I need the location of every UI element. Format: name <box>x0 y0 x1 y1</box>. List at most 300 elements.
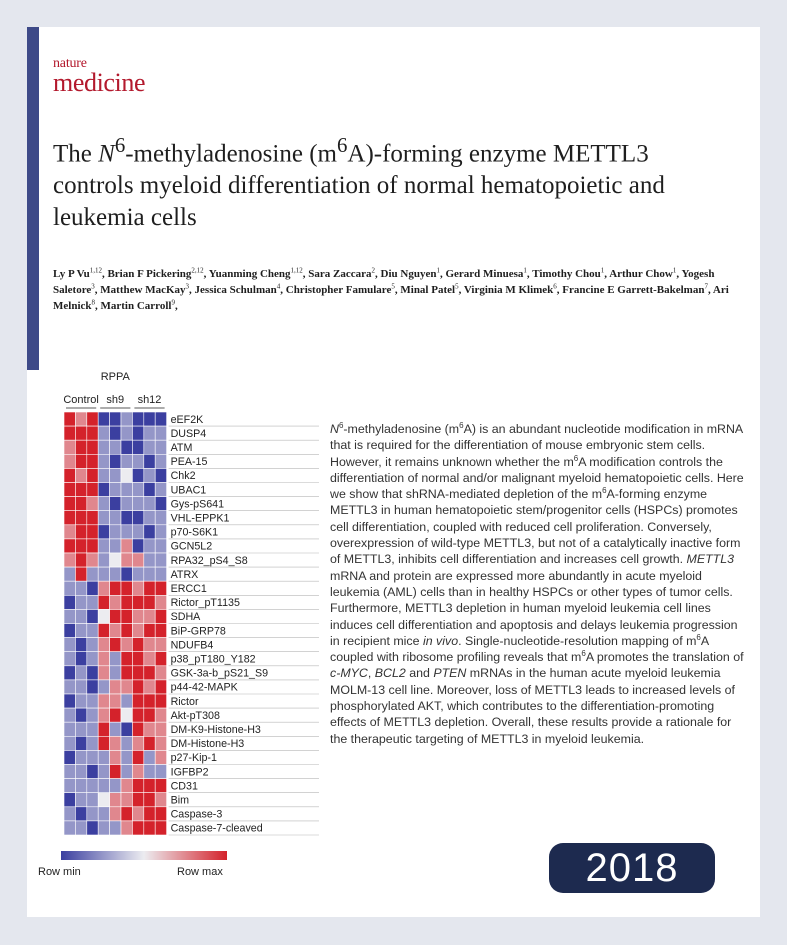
heatmap-cell <box>110 793 121 807</box>
heatmap-cell <box>87 807 98 821</box>
color-scale-max-label: Row max <box>177 866 223 878</box>
heatmap-cell <box>132 553 143 567</box>
heatmap-cell <box>98 454 109 468</box>
heatmap-cell <box>110 821 121 835</box>
heatmap-row-label: eEF2K <box>170 413 204 426</box>
heatmap-cell <box>64 426 75 440</box>
heatmap-cell <box>144 694 155 708</box>
author-name: Virginia M Klimek <box>463 284 554 296</box>
heatmap-cell <box>75 736 86 750</box>
abstract-segment: 6 <box>581 649 586 659</box>
heatmap-row-label: UBAC1 <box>170 484 207 497</box>
journal-logo-line2: medicine <box>53 68 146 97</box>
heatmap-cell <box>98 694 109 708</box>
heatmap-cell <box>144 624 155 638</box>
heatmap-cell <box>64 793 75 807</box>
abstract-segment: A coupled with ribosome profiling reveals that m <box>330 633 709 665</box>
heatmap-cell <box>144 497 155 511</box>
heatmap-row-label: Caspase-3 <box>170 808 223 821</box>
heatmap-cell <box>75 708 86 722</box>
heatmap-cell <box>121 497 132 511</box>
heatmap-cell <box>155 497 166 511</box>
heatmap-cell <box>98 497 109 511</box>
heatmap-row-label: Gys-pS641 <box>170 498 225 511</box>
abstract-segment: -methyladenosine (m <box>343 422 460 436</box>
heatmap-cell <box>155 412 166 426</box>
heatmap-cell <box>121 779 132 793</box>
author-affiliation: 1,12 <box>89 266 102 275</box>
author-name: Diu Nguyen <box>380 268 437 280</box>
heatmap-cell <box>144 765 155 779</box>
heatmap-cell <box>110 680 121 694</box>
heatmap-cell <box>155 426 166 440</box>
heatmap-cell <box>110 483 121 497</box>
heatmap-row-label: Rictor_pT1135 <box>170 597 240 610</box>
heatmap-cell <box>64 553 75 567</box>
heatmap-cell <box>87 483 98 497</box>
heatmap-cell <box>110 779 121 793</box>
heatmap-cell <box>64 765 75 779</box>
heatmap-cell <box>64 680 75 694</box>
heatmap-cell <box>110 652 121 666</box>
heatmap-row-label: IGFBP2 <box>170 766 209 779</box>
heatmap-cell <box>98 581 109 595</box>
heatmap-cell <box>64 736 75 750</box>
heatmap-cell <box>110 609 121 623</box>
heatmap-cell <box>110 722 121 736</box>
heatmap-cell <box>87 567 98 581</box>
heatmap-row-label: p70-S6K1 <box>170 526 219 539</box>
author-name: Brian F Pickering <box>107 268 192 280</box>
title-part-3: A)-forming enzyme METTL3 controls myeloid differentiation of normal hematopoietic and leukemia cells <box>53 140 665 232</box>
heatmap-cell <box>75 539 86 553</box>
author-affiliation: 1 <box>436 266 440 275</box>
heatmap-cell <box>132 765 143 779</box>
abstract-segment: 6 <box>459 420 464 430</box>
heatmap-cell <box>98 609 109 623</box>
heatmap-cell <box>132 793 143 807</box>
author-name: Timothy Chou <box>532 268 601 280</box>
heatmap-cell <box>121 793 132 807</box>
heatmap-cell <box>144 652 155 666</box>
heatmap-cell <box>110 525 121 539</box>
heatmap-cell <box>121 652 132 666</box>
heatmap-cell <box>144 539 155 553</box>
heatmap-cell <box>155 609 166 623</box>
heatmap-cell <box>87 765 98 779</box>
heatmap-cell <box>64 624 75 638</box>
heatmap-cell <box>155 765 166 779</box>
title-italic-n: N <box>98 140 115 168</box>
abstract-segment: . Single-nucleotide-resolution mapping of m <box>458 633 697 648</box>
heatmap-cell <box>144 595 155 609</box>
heatmap-cell <box>64 638 75 652</box>
heatmap-cell <box>121 440 132 454</box>
heatmap-cell <box>121 609 132 623</box>
heatmap-cell <box>87 779 98 793</box>
author-name: Matthew MacKay <box>100 284 186 296</box>
author-name: Christopher Famulare <box>285 284 392 296</box>
heatmap-cell <box>155 454 166 468</box>
author-list: Ly P Vu$^{1,12}$, Brian F Pickering$^{2,12}$, Yuanming Cheng$^{1,12}$, Sara Zaccara$^2$, Diu Nguyen$^1$, Gerard Minuesa$^1$, Timothy Chou$^1$, Arthur Chow$^1$, Yogesh Saletore$^3$, Matthew MacKay$^3$, Jessica Schulman$^4$, Christopher Famulare$^5$, Minal Patel$^5$, Virginia M Klimek$^6$, Francine E Garrett-Bakelman$^7$, Ari Melnick$^8$, Martin Carroll$^9$, <box>53 266 729 312</box>
heatmap-row-label: Rictor <box>170 695 199 708</box>
heatmap-cell <box>132 807 143 821</box>
abstract-segment: A modification controls the differentiation of normal and/or malignant myeloid hematopoietic cells. Here we show that shRNA-mediated depletion of the m <box>330 454 744 502</box>
heatmap-cell <box>98 483 109 497</box>
heatmap-cell <box>110 638 121 652</box>
author-affiliation: 4 <box>276 282 281 291</box>
heatmap-cell <box>75 680 86 694</box>
heatmap-cell <box>98 680 109 694</box>
heatmap-cell <box>121 624 132 638</box>
heatmap-cell <box>121 694 132 708</box>
heatmap-cell <box>132 624 143 638</box>
heatmap-cell <box>121 765 132 779</box>
heatmap-row-label: CD31 <box>170 780 198 793</box>
heatmap-cell <box>132 497 143 511</box>
heatmap-cell <box>64 440 75 454</box>
heatmap-cell <box>87 553 98 567</box>
heatmap-cell <box>121 807 132 821</box>
heatmap-cell <box>64 539 75 553</box>
heatmap-cell <box>75 468 86 482</box>
heatmap-cell <box>132 638 143 652</box>
heatmap-cell <box>121 722 132 736</box>
author-name: Martin Carroll <box>100 300 172 312</box>
heatmap-cell <box>121 553 132 567</box>
author-name: Ly P Vu <box>53 268 90 280</box>
heatmap-row-label: VHL-EPPK1 <box>170 512 230 525</box>
heatmap-cell <box>121 454 132 468</box>
heatmap-cell <box>75 750 86 764</box>
abstract-segment: BCL2 <box>374 666 406 681</box>
heatmap-cell <box>132 511 143 525</box>
heatmap-cell <box>155 652 166 666</box>
heatmap-cell <box>132 539 143 553</box>
title-part-1: The <box>53 140 99 168</box>
heatmap-cell <box>75 497 86 511</box>
heatmap-cell <box>64 525 75 539</box>
heatmap-cell <box>87 638 98 652</box>
abstract-segment: 6 <box>602 486 607 496</box>
heatmap-cell <box>75 722 86 736</box>
heatmap-cell <box>144 567 155 581</box>
heatmap-cell <box>144 666 155 680</box>
abstract-segment: A-forming enzyme METTL3 in human hematopoietic stem/progenitor cells (HSPCs) promotes cell differentiation, coupled with reduced cell proliferation. Conversely, overexpression of wild-type METTL3, but not of a catalytically inactive form of METTL3, inhibits cell differentiation and increases cell growth. <box>330 487 741 567</box>
heatmap-cell <box>87 454 98 468</box>
heatmap-cell <box>144 807 155 821</box>
heatmap-cell <box>121 539 132 553</box>
heatmap-cell <box>132 779 143 793</box>
heatmap-cell <box>64 412 75 426</box>
heatmap-cell <box>155 736 166 750</box>
heatmap-cell <box>144 736 155 750</box>
heatmap-row-label: DUSP4 <box>170 427 207 440</box>
heatmap-cell <box>98 750 109 764</box>
heatmap-cell <box>110 539 121 553</box>
heatmap-cell <box>75 440 86 454</box>
abstract-segment: , <box>367 666 375 681</box>
heatmap-cell <box>64 750 75 764</box>
author-affiliation: 7 <box>704 282 708 291</box>
heatmap-cell <box>75 426 86 440</box>
heatmap-row-label: ATM <box>170 442 193 454</box>
heatmap-cell <box>155 483 166 497</box>
heatmap-cell <box>132 821 143 835</box>
heatmap-cell <box>98 666 109 680</box>
heatmap-row-label: Chk2 <box>170 470 196 483</box>
abstract-segment: 6 <box>573 453 579 463</box>
heatmap-cell <box>132 468 143 482</box>
heatmap-row-label: Bim <box>170 794 190 807</box>
author-name: Sara Zaccara <box>308 268 372 280</box>
heatmap-cell <box>155 807 166 821</box>
heatmap-cell <box>64 511 75 525</box>
abstract-segment: A) is an abundant nucleotide modification in mRNA that is required for the differentiation of mouse embryonic stem cells. However, it remains unknown whether the m <box>330 422 743 469</box>
abstract-segment: mRNA and protein are expressed more abundantly in acute myeloid leukemia (AML) cells than in healthy HSPCs or other types of tumor cells. Furthermore, METTL3 depletion in human myeloid leukemia cell lines induces cell differentiation and apoptosis and delays leukemia progression in recipient mice <box>330 568 738 648</box>
heatmap-cell <box>110 567 121 581</box>
heatmap-row-label: NDUFB4 <box>170 639 214 652</box>
heatmap-cell <box>98 426 109 440</box>
heatmap-cell <box>144 440 155 454</box>
heatmap-cell <box>75 666 86 680</box>
abstract-segment: N <box>330 422 339 436</box>
author-affiliation: 1 <box>600 266 605 275</box>
heatmap-cell <box>121 525 132 539</box>
heatmap-cell <box>121 666 132 680</box>
author-name: Jessica Schulman <box>194 284 277 296</box>
heatmap-cell <box>64 595 75 609</box>
heatmap-cell <box>64 581 75 595</box>
heatmap-cell <box>75 779 86 793</box>
heatmap-cell <box>144 680 155 694</box>
heatmap-cell <box>98 708 109 722</box>
heatmap-cell <box>87 722 98 736</box>
heatmap-group-label: sh9 <box>106 394 125 406</box>
heatmap-cell <box>155 553 166 567</box>
heatmap-row-label: RPA32_pS4_S8 <box>170 554 248 567</box>
heatmap-cell <box>98 765 109 779</box>
heatmap-cell <box>98 624 109 638</box>
heatmap-cell <box>121 412 132 426</box>
paper-page <box>27 27 760 917</box>
heatmap-cell <box>155 708 166 722</box>
heatmap-cell <box>132 708 143 722</box>
heatmap-cell <box>110 468 121 482</box>
author-affiliation: 3 <box>91 282 95 291</box>
heatmap-cell <box>132 581 143 595</box>
heatmap-cell <box>64 694 75 708</box>
heatmap-cell <box>144 821 155 835</box>
abstract-segment: c-MYC <box>330 666 368 681</box>
heatmap-cell <box>75 807 86 821</box>
heatmap-cell <box>98 821 109 835</box>
author-affiliation: 8 <box>91 298 95 307</box>
heatmap-cell <box>144 638 155 652</box>
author-affiliation: 5 <box>391 282 395 291</box>
heatmap-cell <box>87 708 98 722</box>
heatmap-cell <box>87 680 98 694</box>
heatmap-row-label: p27-Kip-1 <box>170 752 217 765</box>
heatmap-row-label: p38_pT180_Y182 <box>170 653 256 666</box>
author-affiliation: 2 <box>371 266 376 275</box>
heatmap-row-label: ERCC1 <box>170 583 207 595</box>
title-part-2: -methyladenosine (m <box>125 140 337 168</box>
heatmap-cell <box>98 793 109 807</box>
abstract-segment: A promotes the translation of <box>585 650 744 665</box>
heatmap-title: RPPA <box>100 371 130 383</box>
heatmap-cell <box>87 525 98 539</box>
heatmap-cell <box>121 821 132 835</box>
heatmap-row-label: p44-42-MAPK <box>170 681 238 694</box>
heatmap-cell <box>87 694 98 708</box>
heatmap-group-label: Control <box>63 394 99 406</box>
heatmap-cell <box>144 525 155 539</box>
heatmap-cell <box>132 722 143 736</box>
heatmap-row-label: Caspase-7-cleaved <box>170 822 263 835</box>
heatmap-cell <box>110 708 121 722</box>
heatmap-cell <box>64 567 75 581</box>
heatmap-row-label: DM-K9-Histone-H3 <box>170 724 261 736</box>
heatmap-cell <box>75 595 86 609</box>
heatmap-cell <box>132 483 143 497</box>
heatmap-cell <box>87 652 98 666</box>
heatmap-cell <box>144 468 155 482</box>
year-badge: 2018 <box>549 843 715 893</box>
heatmap-cell <box>98 779 109 793</box>
author-affiliation: 5 <box>455 282 459 291</box>
author-name: Arthur Chow <box>609 268 673 280</box>
author-affiliation: 1,12 <box>290 266 303 275</box>
title-sup-6b: 6 <box>336 133 348 157</box>
heatmap-cell <box>144 454 155 468</box>
heatmap-cell <box>132 595 143 609</box>
heatmap-cell <box>110 694 121 708</box>
heatmap-cell <box>144 793 155 807</box>
heatmap-cell <box>87 736 98 750</box>
heatmap-cell <box>87 821 98 835</box>
heatmap-cell <box>98 440 109 454</box>
heatmap-cell <box>87 440 98 454</box>
heatmap-cell <box>64 666 75 680</box>
heatmap-cell <box>155 638 166 652</box>
heatmap-group-label: sh12 <box>137 394 162 406</box>
heatmap-cell <box>155 750 166 764</box>
author-name: Yogesh Saletore <box>53 268 715 296</box>
heatmap-cell <box>110 765 121 779</box>
heatmap-cell <box>75 638 86 652</box>
heatmap-cell <box>132 694 143 708</box>
heatmap-cell <box>87 595 98 609</box>
heatmap-cell <box>87 468 98 482</box>
heatmap-row-label: Akt-pT308 <box>170 709 220 722</box>
heatmap-cell <box>110 807 121 821</box>
heatmap-cell <box>64 483 75 497</box>
heatmap-cell <box>155 779 166 793</box>
heatmap-row-label: PEA-15 <box>170 456 208 469</box>
heatmap-cell <box>110 624 121 638</box>
heatmap-cell <box>121 736 132 750</box>
heatmap-cell <box>144 779 155 793</box>
abstract-segment: mRNAs in the human acute myeloid leukemia MOLM-13 cell line. Moreover, loss of METTL3 leads to increased levels of phosphorylated AKT, which contributes to the differentiation-promoting effects of METTL3 depletion. Overall, these results provide a rationale for the therapeutic targeting of METTL3 in myeloid leukemia. <box>330 666 735 746</box>
author-name: Yuanming Cheng <box>208 268 291 280</box>
heatmap-cell <box>144 412 155 426</box>
heatmap-cell <box>75 525 86 539</box>
abstract-segment: PTEN <box>433 666 467 681</box>
heatmap-cell <box>87 581 98 595</box>
heatmap-cell <box>144 511 155 525</box>
author-affiliation: 1 <box>672 266 677 275</box>
author-name: Ari Melnick <box>53 284 729 312</box>
author-name: Francine E Garrett-Bakelman <box>562 284 705 296</box>
heatmap-cell <box>110 581 121 595</box>
heatmap-cell <box>98 412 109 426</box>
heatmap-row-label: GCN5L2 <box>170 540 213 553</box>
heatmap-cell <box>75 454 86 468</box>
heatmap-cell <box>110 553 121 567</box>
heatmap-cell <box>87 426 98 440</box>
heatmap-cell <box>155 666 166 680</box>
heatmap-cell <box>144 722 155 736</box>
heatmap-cell <box>98 511 109 525</box>
heatmap-cell <box>132 440 143 454</box>
heatmap-cell <box>132 736 143 750</box>
heatmap-row-label: GSK-3a-b_pS21_S9 <box>170 667 269 680</box>
author-affiliation: 6 <box>553 282 557 291</box>
heatmap-cell <box>98 807 109 821</box>
heatmap-cell <box>98 595 109 609</box>
heatmap-cell <box>155 595 166 609</box>
heatmap-cell <box>155 440 166 454</box>
heatmap-cell <box>64 454 75 468</box>
heatmap-cell <box>75 793 86 807</box>
heatmap-cell <box>155 793 166 807</box>
heatmap-cell <box>155 722 166 736</box>
heatmap-cell <box>98 553 109 567</box>
heatmap-cell <box>64 708 75 722</box>
color-scale-min-label: Row min <box>38 866 81 878</box>
heatmap-cell <box>155 821 166 835</box>
heatmap-cell <box>132 525 143 539</box>
heatmap-cell <box>110 750 121 764</box>
heatmap-cell <box>144 426 155 440</box>
heatmap-cell <box>98 468 109 482</box>
heatmap-cell <box>121 581 132 595</box>
heatmap-cell <box>132 567 143 581</box>
heatmap-cell <box>75 624 86 638</box>
heatmap-cell <box>98 525 109 539</box>
author-name: Minal Patel <box>400 284 456 296</box>
heatmap-cell <box>132 412 143 426</box>
heatmap-cell <box>87 750 98 764</box>
heatmap-cell <box>144 708 155 722</box>
heatmap-cell <box>155 624 166 638</box>
heatmap-cell <box>121 426 132 440</box>
heatmap-row-label: BiP-GRP78 <box>170 625 226 638</box>
heatmap-cell <box>110 440 121 454</box>
heatmap-cell <box>144 750 155 764</box>
heatmap-cell <box>155 539 166 553</box>
heatmap-cell <box>75 694 86 708</box>
author-affiliation: 9 <box>171 298 175 307</box>
heatmap-cell <box>75 581 86 595</box>
heatmap-row-label: SDHA <box>170 611 201 624</box>
heatmap-cell <box>87 609 98 623</box>
heatmap-cell <box>110 426 121 440</box>
heatmap-cell <box>87 539 98 553</box>
heatmap-cell <box>155 511 166 525</box>
heatmap-cell <box>121 595 132 609</box>
